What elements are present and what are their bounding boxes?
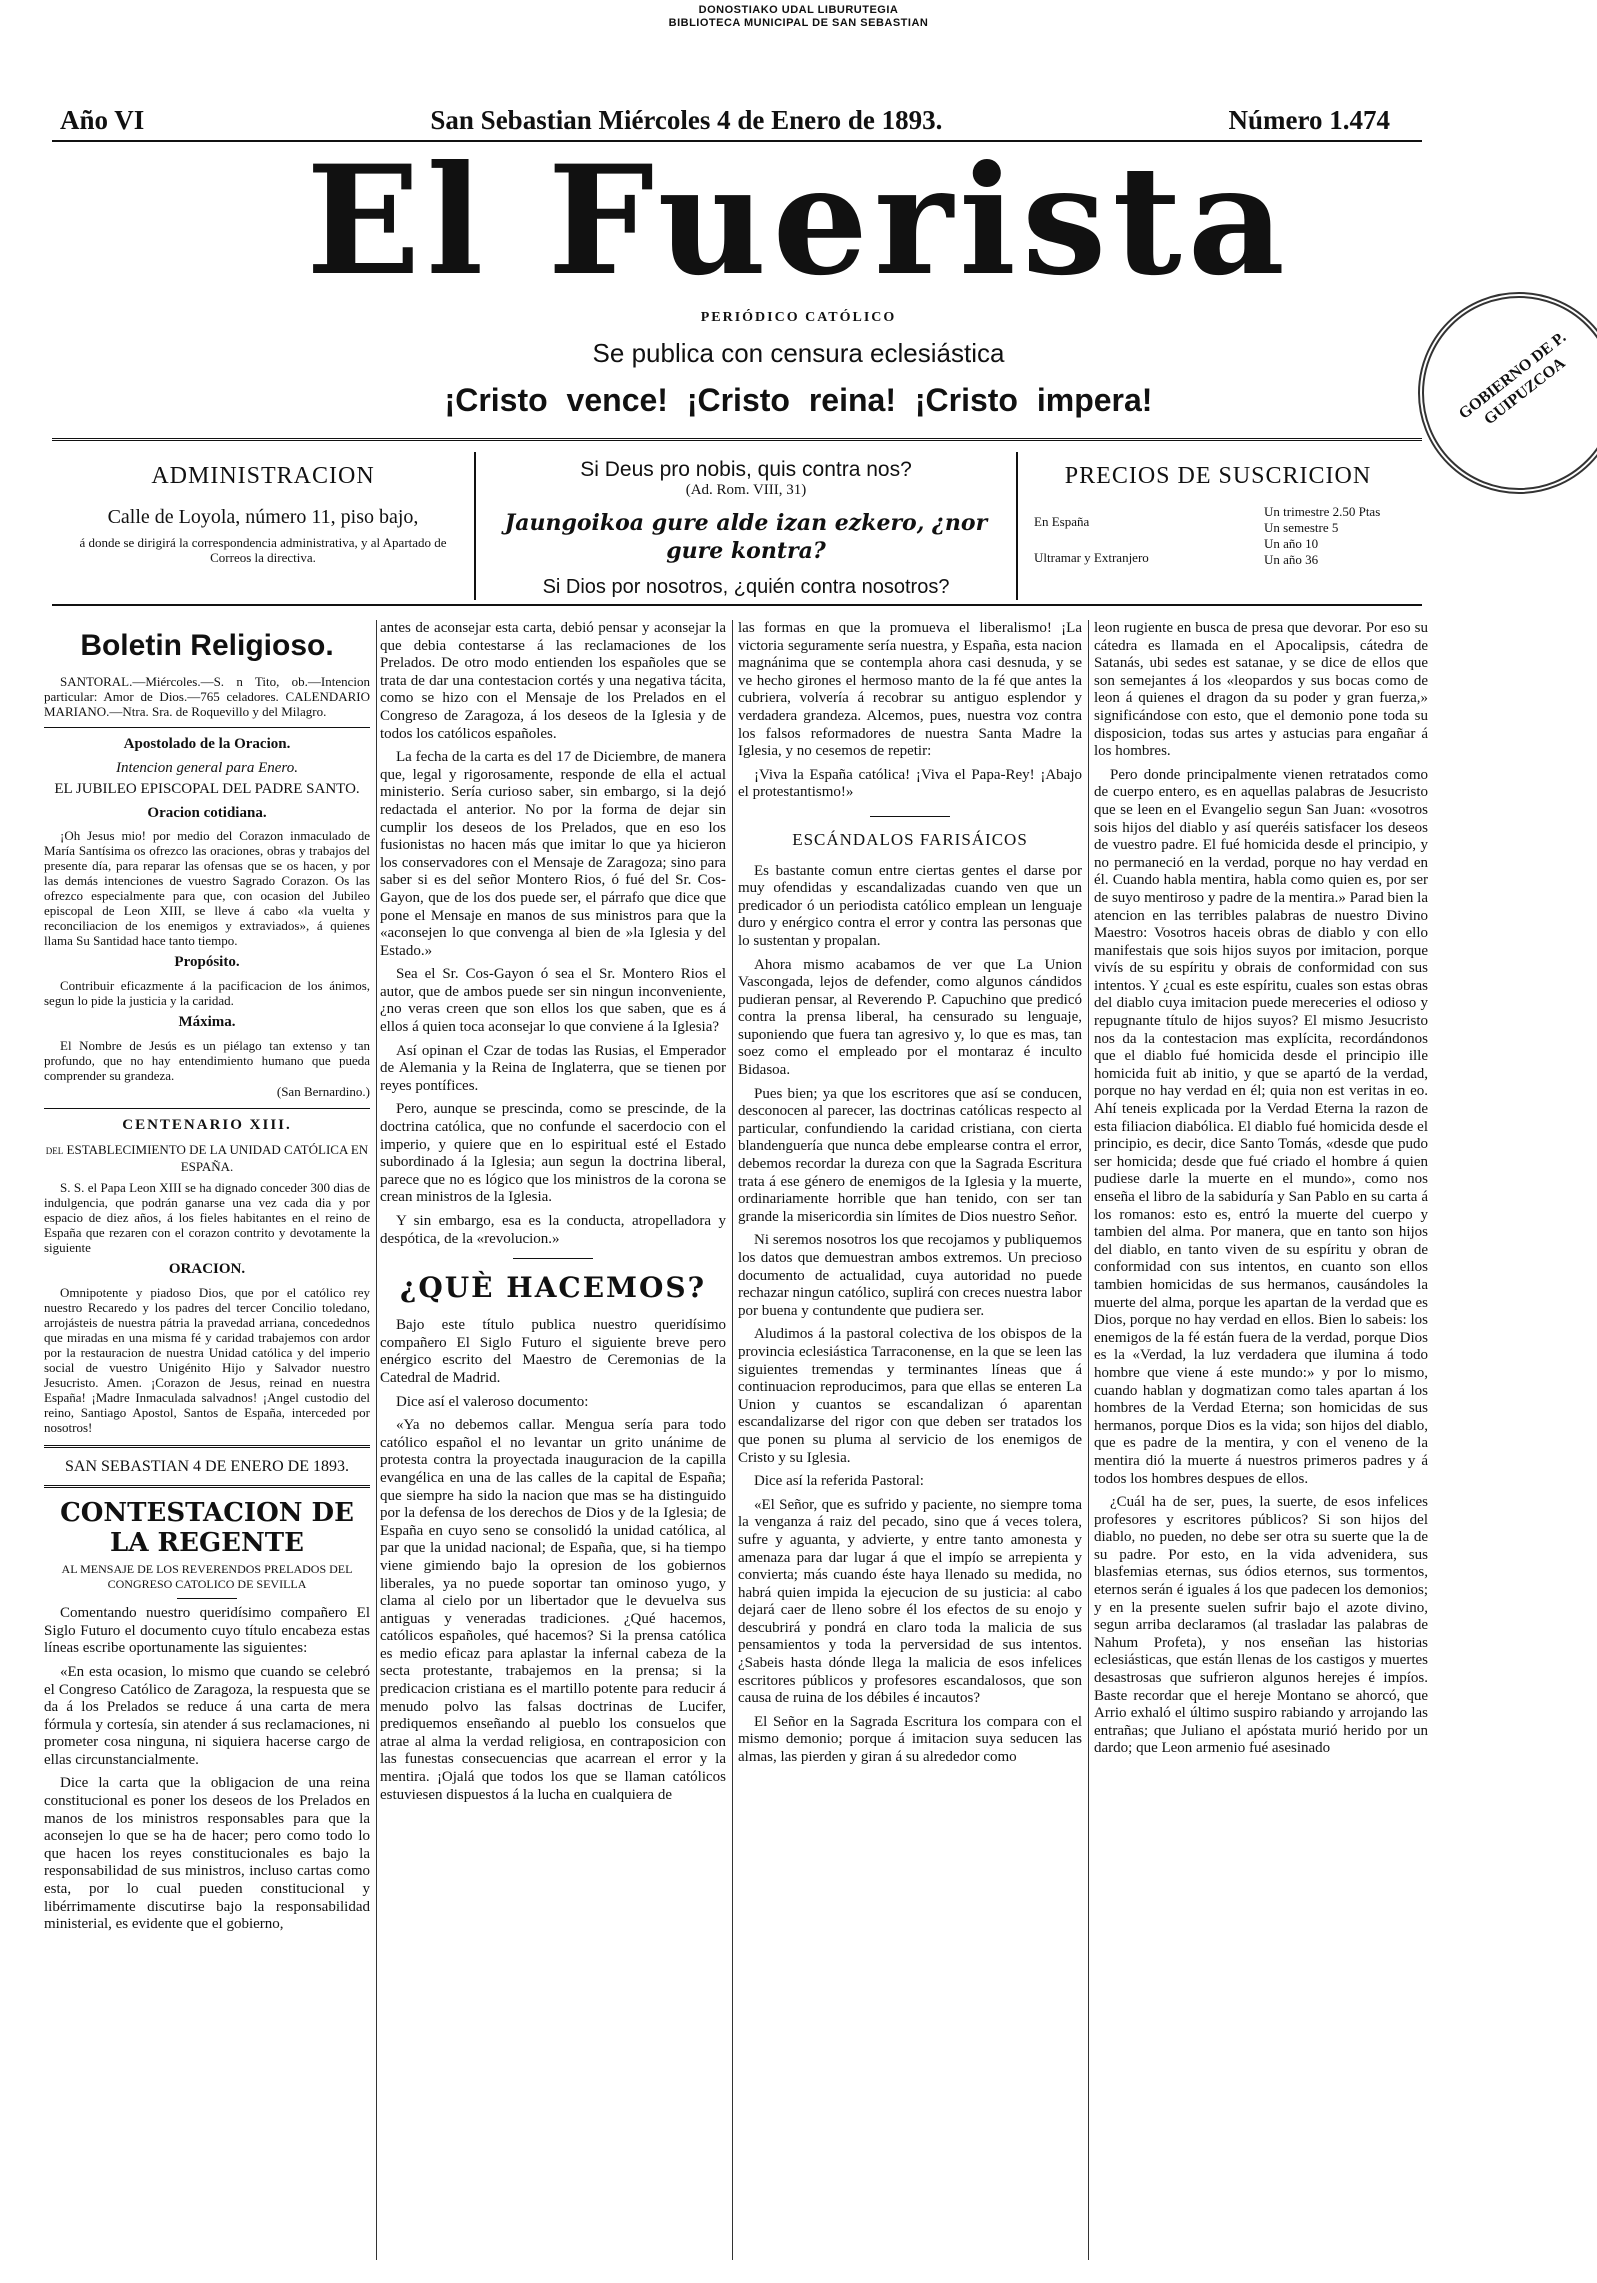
centenario-text: S. S. el Papa Leon XIII se ha dignado conceder 300 dias de indulgencia, que podrán ganarse una vez cada dia y por espacio de diez años, á los fieles habitantes en el reino de España que rezaren con el corazon contrito y devotamente la siguiente: [44, 1179, 370, 1255]
proposito-heading: Propósito.: [174, 954, 240, 971]
article-paragraph: Dice así el valeroso documento:: [396, 1393, 589, 1410]
maxima-heading: Máxima.: [178, 1013, 236, 1030]
column-3: [738, 620, 1082, 2270]
seal-text: GOBIERNO DE P. GUIPUZCOA: [1455, 328, 1570, 429]
centenario-heading: CENTENARIO XIII.: [122, 1117, 292, 1134]
article-paragraph: leon rugiente en busca de presa que devorar. Por eso su cátedra es llamada en el Apocalipsis, cátedra de Satanás, ubi sedes est satanae, y se dice de ellos que son semejantes á los «leopardos y sus bocas como de leon á quienes el dragon da su poder y gran fuerza,» significándose con esto, que el demonio pone toda su disposicion, todas sus artes y astucias para engañar á los hombres.: [1094, 620, 1428, 760]
oracion-text: ¡Oh Jesus mio! por medio del Corazon inmaculado de María Santísima os ofrezco las oraciones, obras y trabajos del presente día, para reparar las ofensas que se os hacen, y por las demás intenciones de vuestro Sagrado Corazon. Os las ofrezco especialmente para que, con ocasion del Jubileo episcopal de Leon XIII, se lleve á cabo «la vuelta y reconciliacion de los enemigos y extraviados», á quienes llama Su Santidad hace tanto tiempo.: [44, 828, 370, 949]
article-paragraph: ¿Cuál ha de ser, pues, la suerte, de esos infelices profesores y escritores públicos? Si son hijos del diablo, no pueden, no debe ser otra su suerte que la de su padre. Por esto, en la vida advenidera, sus blasfemias eternas, sus ódios eternos, sus tormentos, eternos serán é iguales á los que padecen los demonios; y en la presente suelen sufrir bajo el azote divino, segun arriba declaramos (al trasladar las palabras de Nahum Profeta), y nos enseñan las historias eclesiásticas, que están llenas de los castigos y muertes desastrosas que sufrieron algunos herejes é impíos. Baste recordar que el hereje Montano se ahorcó, que Arrio exhaló el último suspiro rabiando y arrojando las entrañas; que Juliano el apóstata murió herido por un dardo; que Leon armenio fué asesinado: [1094, 1494, 1428, 1757]
price-row: Un semestre 5: [1264, 520, 1339, 535]
que-hacemos-heading: ¿QUÈ HACEMOS?: [399, 1271, 707, 1305]
article-paragraph: Es bastante comun entre ciertas gentes el darse por muy ofendidas y escandalizadas cuando ven que un predicador ó un periodista católico emplean un lenguaje duro y enérgico contra el error y contra las personas que lo sustentan y propalan.: [738, 862, 1082, 949]
prices-title: PRECIOS DE SUSCRICION: [1064, 463, 1372, 489]
issue-date: San Sebastian Miércoles 4 de Enero de 1893.: [430, 105, 943, 135]
article-paragraph: Ni seremos nosotros los que recojamos y publiquemos los datos que demuestran ambos extremos. Un precioso documento de actualidad, cuya autoridad no puede rechazar ningun católico, suplirá con creces nuestra labor por buena y contundente que pudiera ser.: [738, 1232, 1082, 1319]
article-paragraph: Comentando nuestro queridísimo compañero El Siglo Futuro el documento cuyo título encabeza estas líneas escribe oportunamente las siguientes:: [44, 1605, 370, 1657]
short-divider: [870, 816, 950, 817]
apostolado-heading: Apostolado de la Oracion.: [123, 736, 291, 752]
article-paragraph: Dice así la referida Pastoral:: [754, 1473, 924, 1490]
article-paragraph: «En esta ocasion, lo mismo que cuando se celebró el Congreso Católico de Zaragoza, la respuesta que se da á los Prelados se reduce á una carta de mera fórmula y cortesía, sin atender á sus reclamaciones, ni prometer cosa ninguna, ni siquiera hacerse cargo de ellas circunstancialmente.: [44, 1663, 370, 1768]
censura-line: Se publica con censura eclesiástica: [592, 338, 1005, 368]
admin-box: [52, 452, 474, 600]
masthead-subtitle: PERIÓDICO CATÓLICO: [700, 310, 897, 325]
santoral: SANTORAL.—Miércoles.—S. n Tito, ob.—Intencion particular: Amor de Dios.—765 celadores. CALENDARIO MARIANO.—Ntra. Sra. de Roquevillo y del Milagro.: [44, 674, 370, 719]
maxima-source: (San Bernardino.): [276, 1083, 370, 1099]
article-paragraph: Pero, aunque se prescinda, como se prescinde, de la doctrina católica, que no confunde el sacerdocio con el imperio, y quiere que en lo espiritual esté el Estado subordinado á la Iglesia; aun segun la doctrina liberal, parece que no es lógico que los ministros de la corona se crean ministros de la Iglesia.: [380, 1101, 726, 1206]
article-paragraph: Y sin embargo, esa es la conducta, atropelladora y despótica, de la «revolucion.»: [380, 1213, 726, 1247]
issue-number: Número 1.474: [1228, 105, 1390, 135]
article-paragraph: Pues bien; ya que los escritores que así se conducen, desconocen al parecer, las doctrinas católicas respecto al particular, confundiendo la caridad cristiana, con cierta blandenguería que nunca debe emplearse contra el error, debemos recordar la dureza con que la Sagrada Escritura trata á ese género de enemigos de la Iglesia y la muerte, ordinariamente horrible que han tenido, con ser tan grande la misericordia sin límites de Dios nuestro Señor.: [738, 1085, 1082, 1225]
admin-note: á donde se dirigirá la correspondencia administrativa, y al Apartado de Correos la directiva.: [79, 535, 447, 565]
oracion-heading: Oracion cotidiana.: [147, 804, 267, 821]
prices-ultramar: Ultramar y Extranjero: [1034, 550, 1149, 565]
short-divider: [177, 1598, 237, 1599]
boletin-heading: Boletin Religioso.: [80, 629, 334, 662]
column-1: [44, 620, 370, 2270]
divider: [44, 1108, 370, 1109]
library-stamp: [0, 4, 1597, 30]
article-paragraph: antes de aconsejar esta carta, debió pensar y aconsejar la que debia contestarse á las reclamaciones de los Prelados. De otro modo entienden los españoles que se trata de dar una contestacion cortés y una negativa tácita, como se hizo con el Mensaje de los Prelados en el Congreso de Zaragoza, á los deseos de la Iglesia y de todos los católicos españoles.: [380, 620, 726, 742]
intencion-line: Intencion general para Enero.: [116, 759, 298, 776]
library-stamp-line-1: DONOSTIAKO UDAL LIBURUTEGIA: [698, 4, 899, 16]
prices-espana: En España: [1034, 514, 1090, 529]
article-paragraph: Aludimos á la pastoral colectiva de los obispos de la provincia eclesiástica Tarraconense, en la que se leen las siguientes tremendas y terminantes líneas que á continuacion reproducimos, para que ellas se enteren La Union y cuantos se escandalizan ó aparentan escandalizarse del rigor con que deben ser tratados los que ponen su pluma al servicio de los enemigos de Cristo y su Iglesia.: [738, 1326, 1082, 1466]
spanish-motto: Si Dios por nosotros, ¿quién contra nosotros?: [542, 576, 950, 598]
article-paragraph: Así opinan el Czar de todas las Rusias, el Emperador de Alemania y la Reina de Inglaterra, que se tienen por reyes pontífices.: [380, 1042, 726, 1094]
article-paragraph: La fecha de la carta es del 17 de Diciembre, de manera que, legal y rigorosamente, responde de ella el actual ministerio. Sería curioso saber, sin embargo, si la dejó redactada el anterior. No por la forma de dejar sin cumplir los deseos de los Prelados, que en eso los fusionistas no hacen más que imitar lo que ya hicieron los conservadores con el Mensaje de Zaragoza; sino para saber si es del señor Montero Rios, ó fué del Sr. Cos-Gayon, que de los dos puede ser, el párrafo que dice que pone el Mensaje en manos de sus ministros para que la «aconsejen lo que convenga al bien de »la Iglesia y del Estado.»: [380, 749, 726, 959]
price-row: Un trimestre 2.50 Ptas: [1264, 504, 1381, 519]
column-4: [1094, 620, 1428, 2270]
price-row: Un año 36: [1264, 552, 1319, 567]
oracion2-text: Omnipotente y piadoso Dios, que por el católico rey nuestro Recaredo y los padres del tercer Concilio toledano, arrojásteis de nuestra pátria la pravedad arriana, concedednos que miradas en una misma fé y caridad trabajemos con ardor por la restauracion de nuestra Unidad católica y del imperio social de vuestro Unigénito Hijo y Salvador nuestro Jesucristo. Amen. ¡Corazon de Jesus, reinad en nuestra España! ¡Madre Inmaculada salvadnos! ¡Angel custodio del reino, Santiago Apostol, Santos de España, interceded por nosotros!: [44, 1284, 370, 1435]
date-line: SAN SEBASTIAN 4 DE ENERO DE 1893.: [65, 1457, 349, 1475]
article-paragraph: Pero donde principalmente vienen retratados como de cuerpo entero, es en aquellas palabras de Jesucristo que se leen en el Evangelio segun San Juan: «vosotros sois hijos del diablo y así queréis satisfacer los deseos de vuestro padre. El fué homicida desde el principio, y no permaneció en la verdad, porque no hay verdad en él. Cuando habla mentira, habla como quien es, por ser de suyo mentiroso y padre de la mentira.» Parad bien la atencion en las terribles palabras de nuestro Divino Maestro: Vosotros haceis obras de diablo y con ello manifestais que sois hijos suyos por imitacion, porque vivís de su espíritu y obrais de conformidad con sus intentos. Y ¿cual es este espíritu, cuales son estas obras del diablo cuya imitacion puede mereceries el odioso y repugnante título de hijos suyos? El mismo Jesucristo nos da la contestacion mas explícita, recordándonos que el diablo fué homicida desde el principio ille homicida fuit ab initio, y que se apartó de la verdad, porque no hay verdad en él; quia non est veritas in eo. Ahí teneis explicada por la Verdad Eterna la razon de esta filiacion diabólica. El diablo fué homicida desde el principio, es decir, dice Santo Tomás, «desde que pudo ser homicida; desde que fué criado el hombre á quien pudiese darle la muerte en el mundo», como nos enseña el libro de la sabiduría y San Pablo en su carta á los romanos: esto es, entró la muerte del cuerpo y tambien del alma. Por manera, que en tanto son hijos del diablo, en tanto viven de su espíritu y obran de conformidad con sus intentos, en cuanto son ellos tambien homicidas de sus hermanos, causándoles la muerte del alma, porque les apartan de la verdad que es Dios, porque no hay verdad en ellos. Bien lo sabeis: los enemigos de la fé están fuera de la verdad, porque Dios es la «Verdad, la luz verdadera que ilumina á todo hombre que viene á este mundo:» y por lo mismo, cuando hablan y dogmatizan como tales apartan á los hombres de la Verdad Eterna; son homicidas de sus hermanos, porque Dios es la vida; son hijos del diablo, que es padre de la mentira, y con el veneno de la mentira dió la muerte á nuestros primeros padres y á todos los hombres despues de ellos.: [1094, 766, 1428, 1487]
bible-reference: (Ad. Rom. VIII, 31): [685, 482, 807, 498]
column-divider: [376, 620, 377, 2260]
library-stamp-line-2: BIBLIOTECA MUNICIPAL DE SAN SEBASTIAN: [668, 17, 929, 29]
short-divider: [513, 1258, 593, 1259]
admin-title: ADMINISTRACION: [151, 463, 375, 489]
article-paragraph: «Ya no debemos callar. Mengua sería para todo católico español el no levantar un grito unánime de protesta contra la proyectada inauguracion de la capilla evangélica en una de las calles de la capital de España; que siempre ha sido la nacion que mas se ha distinguido por la defensa de los derechos de Dios y de la Iglesia; de España en cuyo seno se consolidó la unidad católica, al par que la unidad nacional; de España, que, si ha tiempo viene gimiendo bajo la opresion de los gobiernos liberales, ya no puede soportar tan ominoso yugo, y clama al cielo por un libertador que le devuelva sus antiguas y veneradas tradiciones. ¿Qué hacemos, católicos españoles, qué hacemos? Si la prensa católica es medio eficaz para aplastar la infernal cabeza de la secta protestante, trabajemos en la prensa; si la predicacion cristiana es el martillo potente para reducir á menudo polvo las falsas doctrinas de Lucifer, prediquemos enseñando al pueblo los consuelos que atrae al alma la verdad religiosa, en contraposicion con las funestas consecuencias que acarrean el error y la mentira. ¡Ojalá que todos los que se llaman católicos estuviesen dispuestos á la lucha en cualquiera de: [380, 1417, 726, 1803]
year: Año VI: [60, 105, 145, 135]
latin-motto: Si Deus pro nobis, quis contra nos?: [580, 458, 912, 481]
regente-sub: AL MENSAJE DE LOS REVERENDOS PRELADOS DEL CONGRESO CATOLICO DE SEVILLA: [61, 1562, 353, 1592]
column-divider: [1088, 620, 1089, 2260]
column-2: [380, 620, 726, 2270]
double-divider: [44, 1445, 370, 1448]
masthead-title: El Fuerista: [306, 133, 1291, 309]
prices-box: [1014, 452, 1422, 600]
jubileo-line: EL JUBILEO EPISCOPAL DEL PADRE SANTO.: [54, 781, 360, 798]
divider: [44, 727, 370, 728]
article-paragraph: El Señor en la Sagrada Escritura los compara con el mismo demonio; porque á imitacion suya seducen las almas, las pierden y giran á su alrededor como: [738, 1713, 1082, 1766]
basque-motto: Jaungoikoa gure alde izan ezkero, ¿nor gure kontra?: [504, 510, 988, 564]
proposito-text: Contribuir eficazmente á la pacificacion de los ánimos, segun lo pide la justicia y la caridad.: [44, 977, 370, 1008]
escandalos-heading: ESCÁNDALOS FARISÁICOS: [792, 829, 1028, 849]
oracion2-heading: ORACION.: [168, 1260, 246, 1277]
motto-box: [474, 452, 1018, 600]
price-row: Un año 10: [1264, 536, 1319, 551]
article-paragraph: Sea el Sr. Cos-Gayon ó sea el Sr. Montero Rios el autor, que de ambos puede ser sin ningun inconveniente, ¿no veras creen que son ellos los que saben, que es á ellos á quien toca aconsejar lo que conviene á la Iglesia?: [380, 966, 726, 1036]
article-paragraph: ¡Viva la España católica! ¡Viva el Papa-Rey! ¡Abajo el protestantismo!»: [738, 766, 1082, 801]
article-paragraph: las formas en que la promueva el liberalismo! ¡La victoria seguramente sería nuestra, y España, esta nacion magnánima que se contempla ahora casi desnuda, y se ve hecho girones el hermoso manto de la fé que antes la cubriera, volvería á recobrar su antiguo esplendor y verdadera grandeza. Alcemos, pues, nuestra voz contra los falsos reformadores de nuestra Santa Madre la Iglesia, y no cesemos de repetir:: [738, 620, 1082, 760]
box-bottom-rule: [52, 604, 1422, 606]
column-divider: [732, 620, 733, 2260]
article-paragraph: Ahora mismo acabamos de ver que La Union Vascongada, lejos de defender, como algunos cándidos pudieran pensar, al Reverendo P. Capuchino que predicó contra la prensa liberal, ha censurado su lenguaje, suponiendo que fuera tan agresivo y, lo que es mas, tan soez como el empleado por el montaraz é inculto Bidasoa.: [738, 956, 1082, 1079]
header-rule: [52, 438, 1422, 441]
admin-address: Calle de Loyola, número 11, piso bajo,: [107, 506, 419, 528]
dateline: [60, 104, 1390, 136]
article-paragraph: Bajo este título publica nuestro queridísimo compañero El Siglo Futuro el siguiente breve pero enérgico escrito del Maestro de Ceremonias de la Catedral de Madrid.: [380, 1317, 726, 1386]
article-paragraph: Dice la carta que la obligacion de una reina constitucional es poner los deseos de los Prelados en manos de los ministros responsables para que la aconsejen lo que se ha de hacer; pero como todo lo que hacen los reyes constitucionales es bajo la responsabilidad de sus ministros, incluso cartas como esta, por lo cual pueden constitucional y libérrimamente discutirse bajo la responsabilidad ministerial, es evidente que el gobierno,: [44, 1775, 370, 1933]
motto: ¡Cristo vence! ¡Cristo reina! ¡Cristo impera!: [444, 382, 1153, 418]
maxima-text: El Nombre de Jesús es un piélago tan extenso y tan profundo, que no hay entendimiento humano que pueda comprender su grandeza.: [44, 1037, 370, 1083]
regente-heading: CONTESTACION DE LA REGENTE: [60, 1498, 354, 1559]
centenario-sub: del ESTABLECIMIENTO DE LA UNIDAD CATÓLICA EN ESPAÑA.: [45, 1141, 369, 1175]
double-divider: [44, 1485, 370, 1488]
article-paragraph: «El Señor, que es sufrido y paciente, no siempre toma la venganza á raiz del pecado, sino que á veces tolera, sufre y aguanta, y advierte, y entre tanto amonesta y amenaza para dar lugar á que el impío se arrepienta y convierta; más cuando éste haya llenado su medida, no habrá quien impida la ejecucion de su justicia: al cabo dejará caer de lleno sobre él los efectos de su enojo y descubrirá y pondrá en claro toda la malicia de sus pensamientos y toda la perversidad de sus intentos. ¿Sabeis hasta dónde llega la malicia de esos infelices escritores públicos y profesores escandalosos, que son causa de ruina de los débiles é incautos?: [738, 1496, 1082, 1707]
